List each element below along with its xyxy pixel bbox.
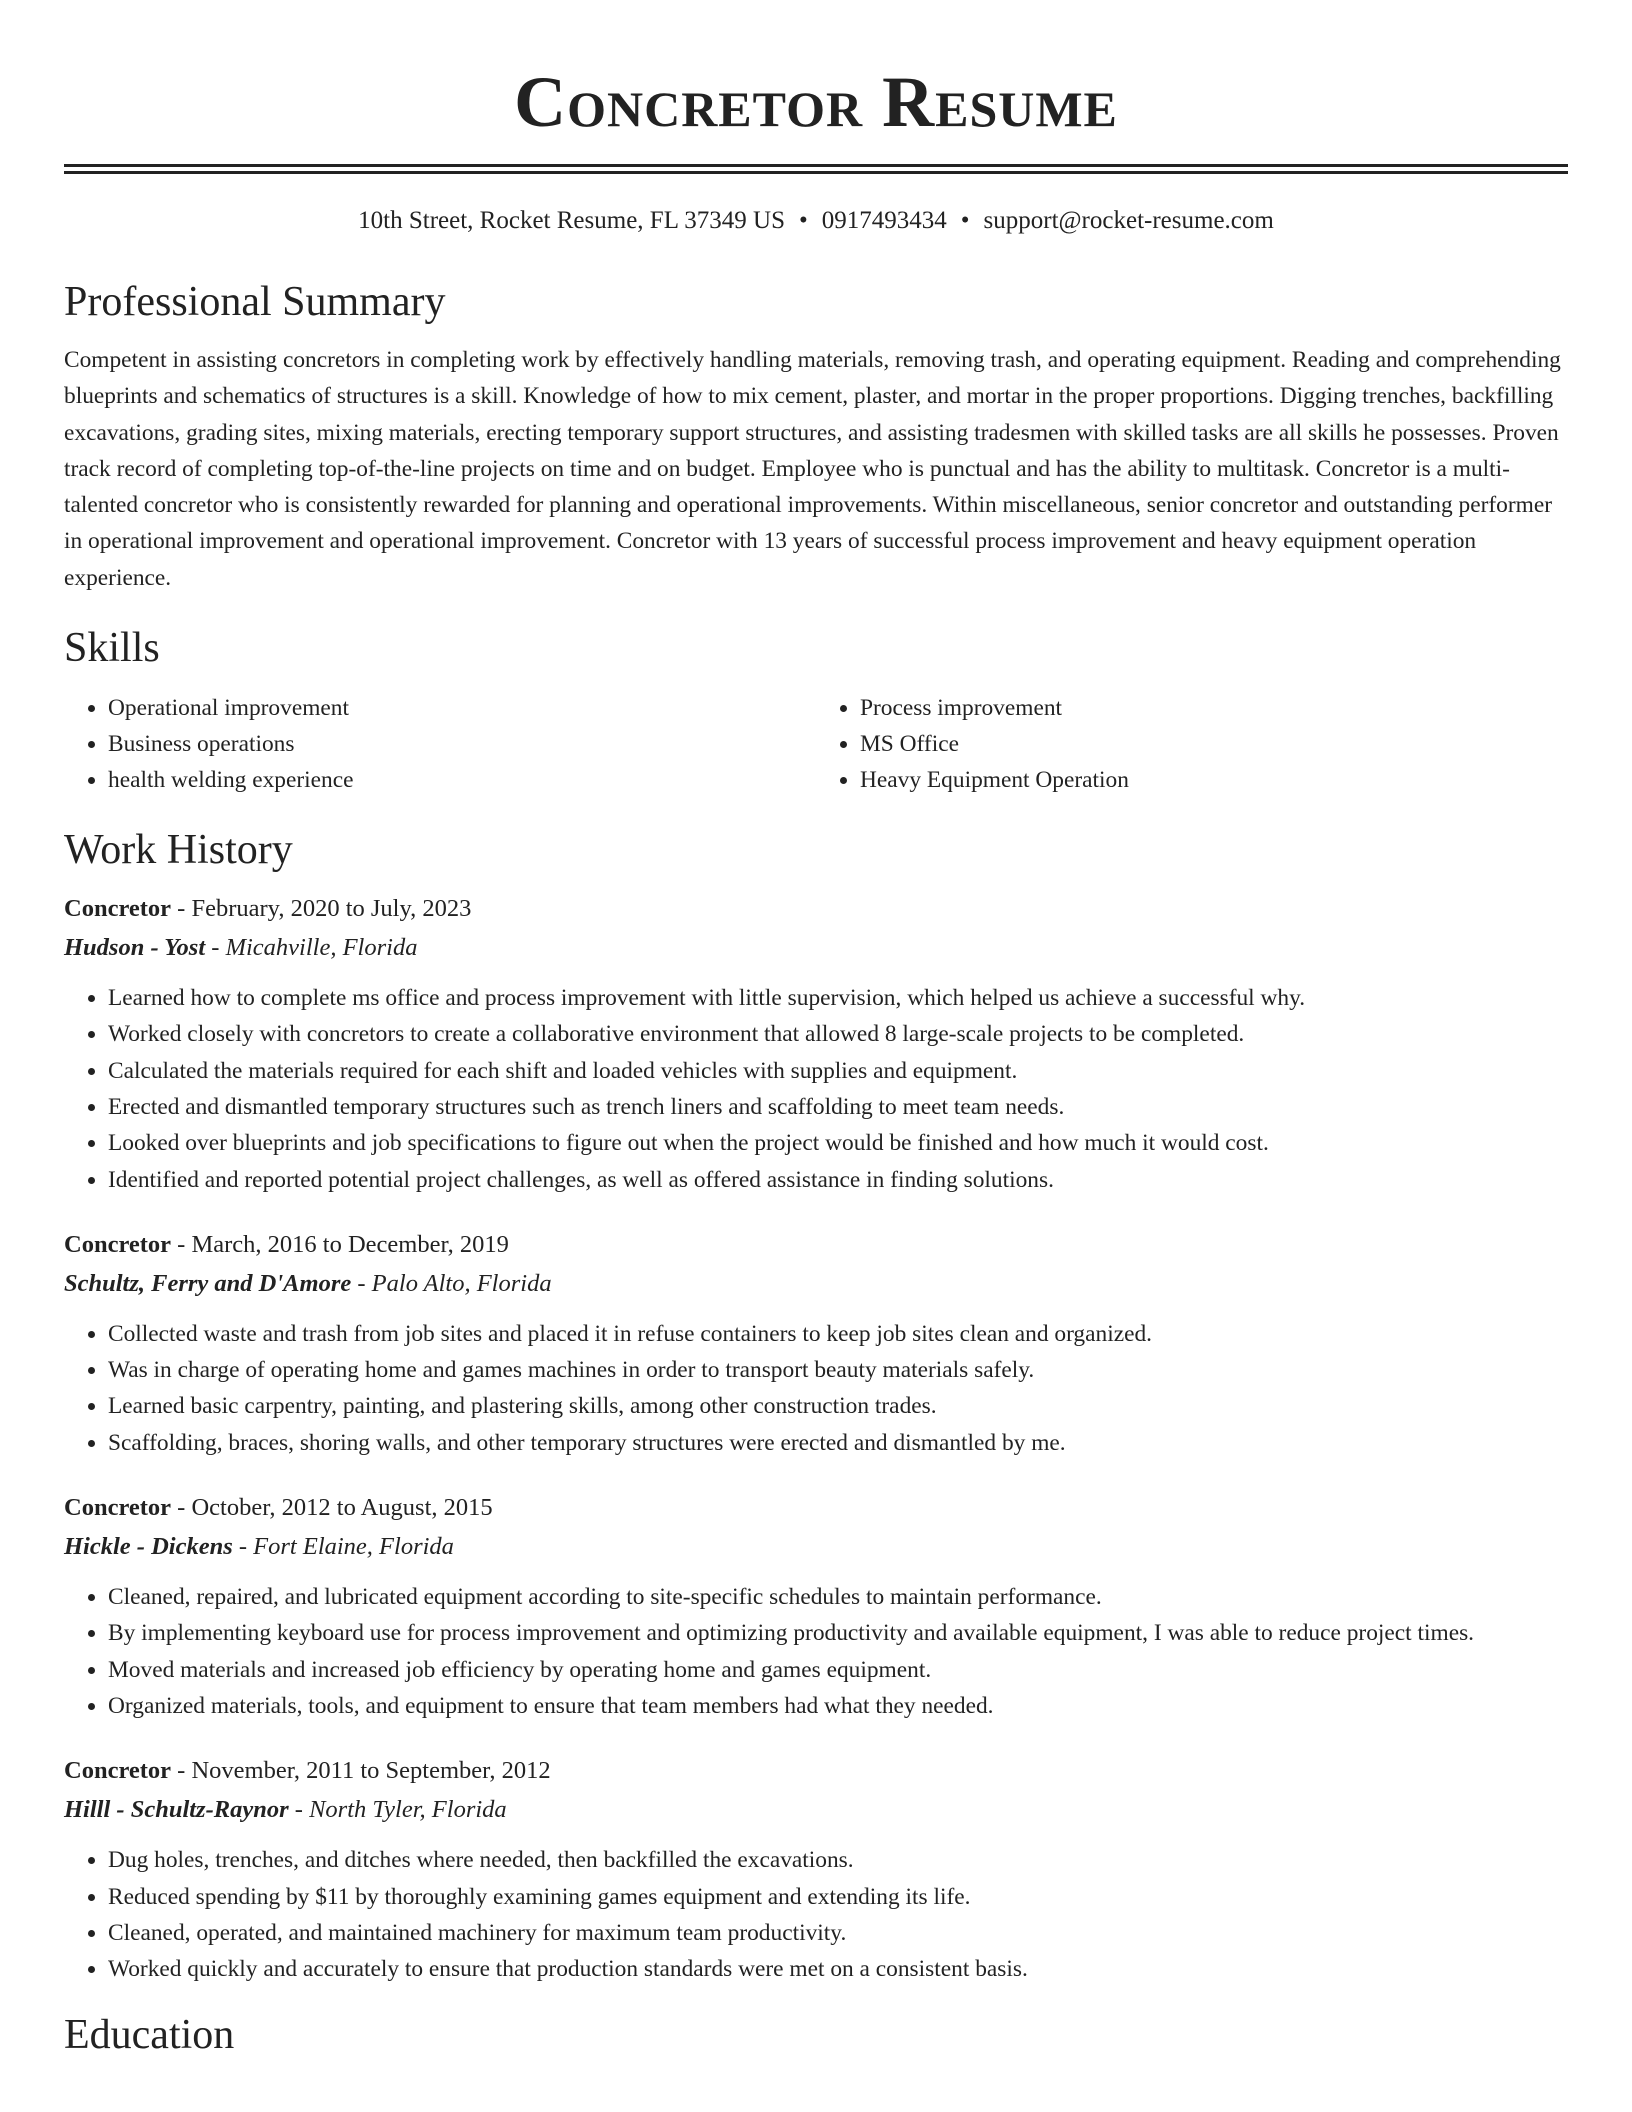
job-bullet: • Was in charge of operating home and games machines in order to transport beauty materials safely. [108, 1352, 1568, 1388]
job-entry [64, 1489, 1568, 1724]
job-company-line [64, 1264, 1568, 1304]
dash-separator: - [205, 934, 226, 962]
job-bullet: • Moved materials and increased job efficiency by operating home and games equipment. [108, 1652, 1568, 1688]
job-location: Fort Elaine, Florida [253, 1533, 454, 1561]
skill-item: • health welding experience [108, 762, 816, 798]
job-role: Concretor [64, 1494, 172, 1522]
job-location: Palo Alto, Florida [371, 1269, 552, 1297]
dash-separator: - [171, 895, 192, 923]
job-title-line [64, 1226, 1568, 1264]
summary-text: Competent in assisting concretors in completing work by effectively handling materials, removing trash, and operating equipment. Reading and comprehending blueprints and schematics of structures is a skill. Knowledge of how to mix cement, plaster, and mortar in the proper proportions. Digging trenches, backfilling excavations, grading sites, mixing materials, erecting temporary support structures, and assisting tradesmen with skilled tasks are all skills he possesses. Proven track record of completing top-of-the-line projects on time and on budget. Employee who is punctual and has the ability to multitask. Concretor is a multi-talented concretor who is consistently rewarded for planning and operational improvements. Within miscellaneous, senior concretor and outstanding performer in operational improvement and operational improvement. Concretor with 13 years of successful process improvement and heavy equipment operation experience. [64, 347, 1561, 591]
contact-phone: 0917493434 [821, 207, 947, 234]
job-dates: February, 2020 to July, 2023 [191, 895, 472, 923]
job-entry [64, 1226, 1568, 1461]
job-bullet: • Cleaned, operated, and maintained machinery for maximum team productivity. [108, 1915, 1568, 1951]
job-bullet: • Scaffolding, braces, shoring walls, and other temporary structures were erected and dismantled by me. [108, 1425, 1568, 1461]
contact-separator: • [799, 207, 808, 234]
skills-heading: Skills [64, 625, 160, 672]
job-bullet: • Dug holes, trenches, and ditches where needed, then backfilled the excavations. [108, 1842, 1568, 1878]
work-history-heading: Work History [64, 827, 293, 874]
job-company-line [64, 1790, 1568, 1830]
job-bullet: • Reduced spending by $11 by thoroughly examining games equipment and extending its life. [108, 1879, 1568, 1915]
job-bullet: • Identified and reported potential project challenges, as well as offered assistance in finding solutions. [108, 1162, 1568, 1198]
job-bullet: • Learned basic carpentry, painting, and plastering skills, among other construction trades. [108, 1388, 1568, 1424]
job-entry [64, 1752, 1568, 1987]
job-role: Concretor [64, 1230, 172, 1258]
dash-separator: - [232, 1533, 254, 1561]
title-double-rule [64, 164, 1568, 174]
job-company: Hilll - Schultz-Raynor [64, 1796, 289, 1824]
job-bullets [64, 1579, 1568, 1724]
job-bullet: • Worked closely with concretors to create a collaborative environment that allowed 8 large-scale projects to be completed. [108, 1016, 1568, 1052]
skills-columns [64, 690, 1568, 798]
job-bullet: • Erected and dismantled temporary structures such as trench liners and scaffolding to meet team needs. [108, 1089, 1568, 1125]
skills-left-list [64, 690, 816, 798]
contact-address: 10th Street, Rocket Resume, FL 37349 US [358, 207, 785, 234]
job-location: Micahville, Florida [225, 934, 418, 962]
job-company: Hickle - Dickens [64, 1533, 233, 1561]
job-bullets [64, 1842, 1568, 1987]
job-company-line [64, 1527, 1568, 1567]
job-bullet: • Cleaned, repaired, and lubricated equipment according to site-specific schedules to maintain performance. [108, 1579, 1568, 1615]
job-dates: March, 2016 to December, 2019 [191, 1230, 509, 1258]
dash-separator: - [171, 1494, 192, 1522]
skill-item: • Business operations [108, 726, 816, 762]
job-company-line [64, 928, 1568, 968]
skill-item: • MS Office [860, 726, 1568, 762]
job-bullet: • Worked quickly and accurately to ensure that production standards were met on a consistent basis. [108, 1951, 1568, 1987]
job-bullet: • Collected waste and trash from job sites and placed it in refuse containers to keep job sites clean and organized. [108, 1316, 1568, 1352]
skills-right-list [816, 690, 1568, 798]
job-role: Concretor [64, 895, 172, 923]
job-bullet: • Learned how to complete ms office and process improvement with little supervision, which helped us achieve a successful why. [108, 980, 1568, 1016]
dash-separator: - [171, 1757, 192, 1785]
skill-item: • Process improvement [860, 690, 1568, 726]
job-dates: November, 2011 to September, 2012 [191, 1757, 551, 1785]
dash-separator: - [351, 1269, 372, 1297]
job-company: Schultz, Ferry and D'Amore [64, 1269, 352, 1297]
job-bullet: • Looked over blueprints and job specifications to figure out when the project would be finished and how much it would cost. [108, 1125, 1568, 1161]
summary-heading: Professional Summary [64, 279, 446, 325]
job-dates: October, 2012 to August, 2015 [191, 1494, 493, 1522]
dash-separator: - [288, 1796, 310, 1824]
job-role: Concretor [64, 1757, 172, 1785]
skill-item: • Operational improvement [108, 690, 816, 726]
resume-title: Concretor Resume [514, 62, 1118, 142]
job-bullet: • Calculated the materials required for each shift and loaded vehicles with supplies and equipment. [108, 1053, 1568, 1089]
education-heading: Education [64, 2012, 235, 2059]
job-company: Hudson - Yost [64, 934, 206, 962]
contact-email: support@rocket-resume.com [983, 207, 1274, 234]
job-title-line [64, 1752, 1568, 1790]
job-entry [64, 890, 1568, 1198]
job-location: North Tyler, Florida [309, 1796, 507, 1824]
job-title-line [64, 1489, 1568, 1527]
job-title-line [64, 890, 1568, 928]
contact-line [64, 204, 1568, 238]
contact-separator: • [960, 207, 970, 234]
skill-item: • Heavy Equipment Operation [860, 762, 1568, 798]
job-bullets [64, 1316, 1568, 1461]
job-bullets [64, 980, 1568, 1198]
job-bullet: • By implementing keyboard use for process improvement and optimizing productivity and available equipment, I was able to reduce project times. [108, 1615, 1568, 1651]
job-bullet: • Organized materials, tools, and equipment to ensure that team members had what they needed. [108, 1688, 1568, 1724]
dash-separator: - [171, 1230, 192, 1258]
